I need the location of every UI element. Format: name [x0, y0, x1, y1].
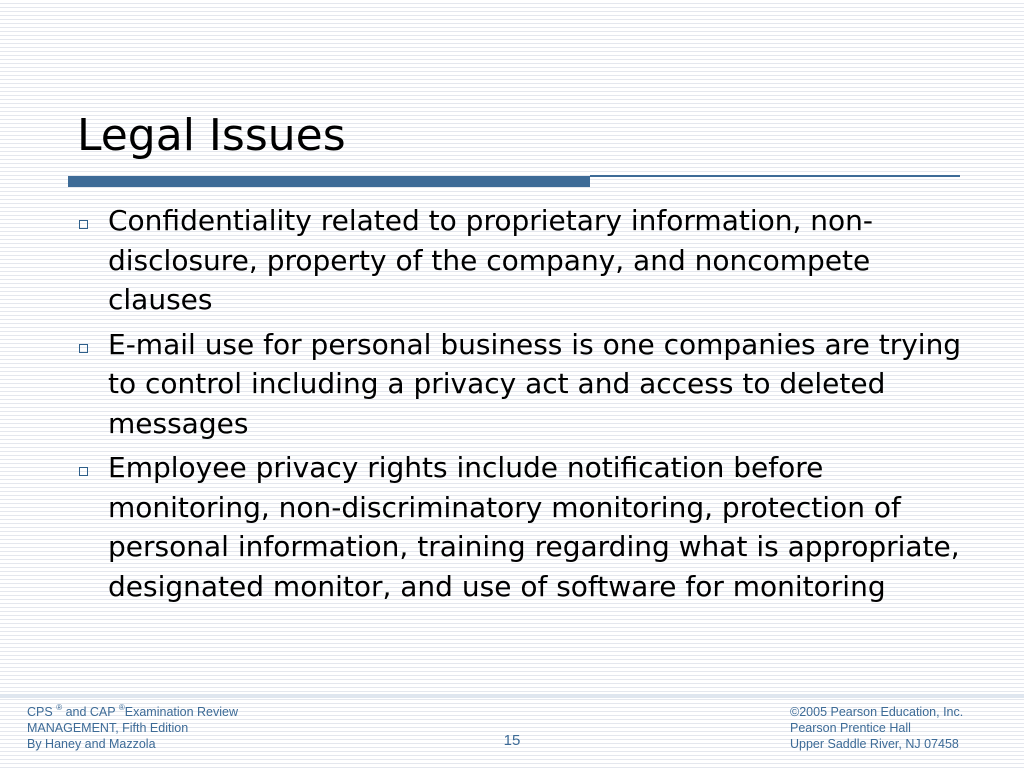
footer-divider	[0, 694, 1024, 698]
slide-title: Legal Issues	[77, 110, 346, 161]
footer-publisher-info	[790, 704, 963, 752]
bullet-item	[75, 448, 975, 606]
footer-text-review: Examination Review	[124, 705, 239, 719]
title-underline-thick-bar	[68, 176, 590, 187]
footer-authors-line: By Haney and Mazzola	[27, 737, 156, 751]
hollow-square-bullet-icon	[79, 344, 88, 353]
hollow-square-bullet-icon	[79, 220, 88, 229]
bullet-item	[75, 325, 975, 444]
footer-edition-line: MANAGEMENT, Fifth Edition	[27, 721, 189, 735]
title-underline-thin-bar	[590, 175, 960, 177]
registered-mark: ®	[118, 702, 125, 712]
page-number: 15	[503, 732, 521, 749]
footer-text-cps: CPS	[27, 705, 57, 719]
bullet-text: Employee privacy rights include notification before monitoring, non-discriminatory monitoring, protection of personal information, training regarding what is appropriate, designated monitor, and use of software for monitoring	[108, 451, 960, 603]
footer-book-title-line	[27, 704, 238, 720]
footer-address-line: Upper Saddle River, NJ 07458	[790, 737, 959, 751]
bullet-text: Confidentiality related to proprietary information, non-disclosure, property of the company, and noncompete clauses	[108, 204, 874, 316]
bullet-text: E-mail use for personal business is one companies are trying to control including a privacy act and access to deleted messages	[108, 327, 962, 440]
hollow-square-bullet-icon	[79, 467, 88, 476]
footer-book-info	[27, 704, 238, 752]
footer-copyright-line: ©2005 Pearson Education, Inc.	[790, 705, 964, 719]
footer-publisher-line: Pearson Prentice Hall	[790, 721, 911, 735]
title-underline	[68, 173, 960, 188]
bullet-item	[75, 201, 975, 320]
registered-mark: ®	[56, 702, 63, 712]
footer-text-cap: and CAP	[62, 705, 119, 719]
bullet-list	[75, 201, 975, 611]
